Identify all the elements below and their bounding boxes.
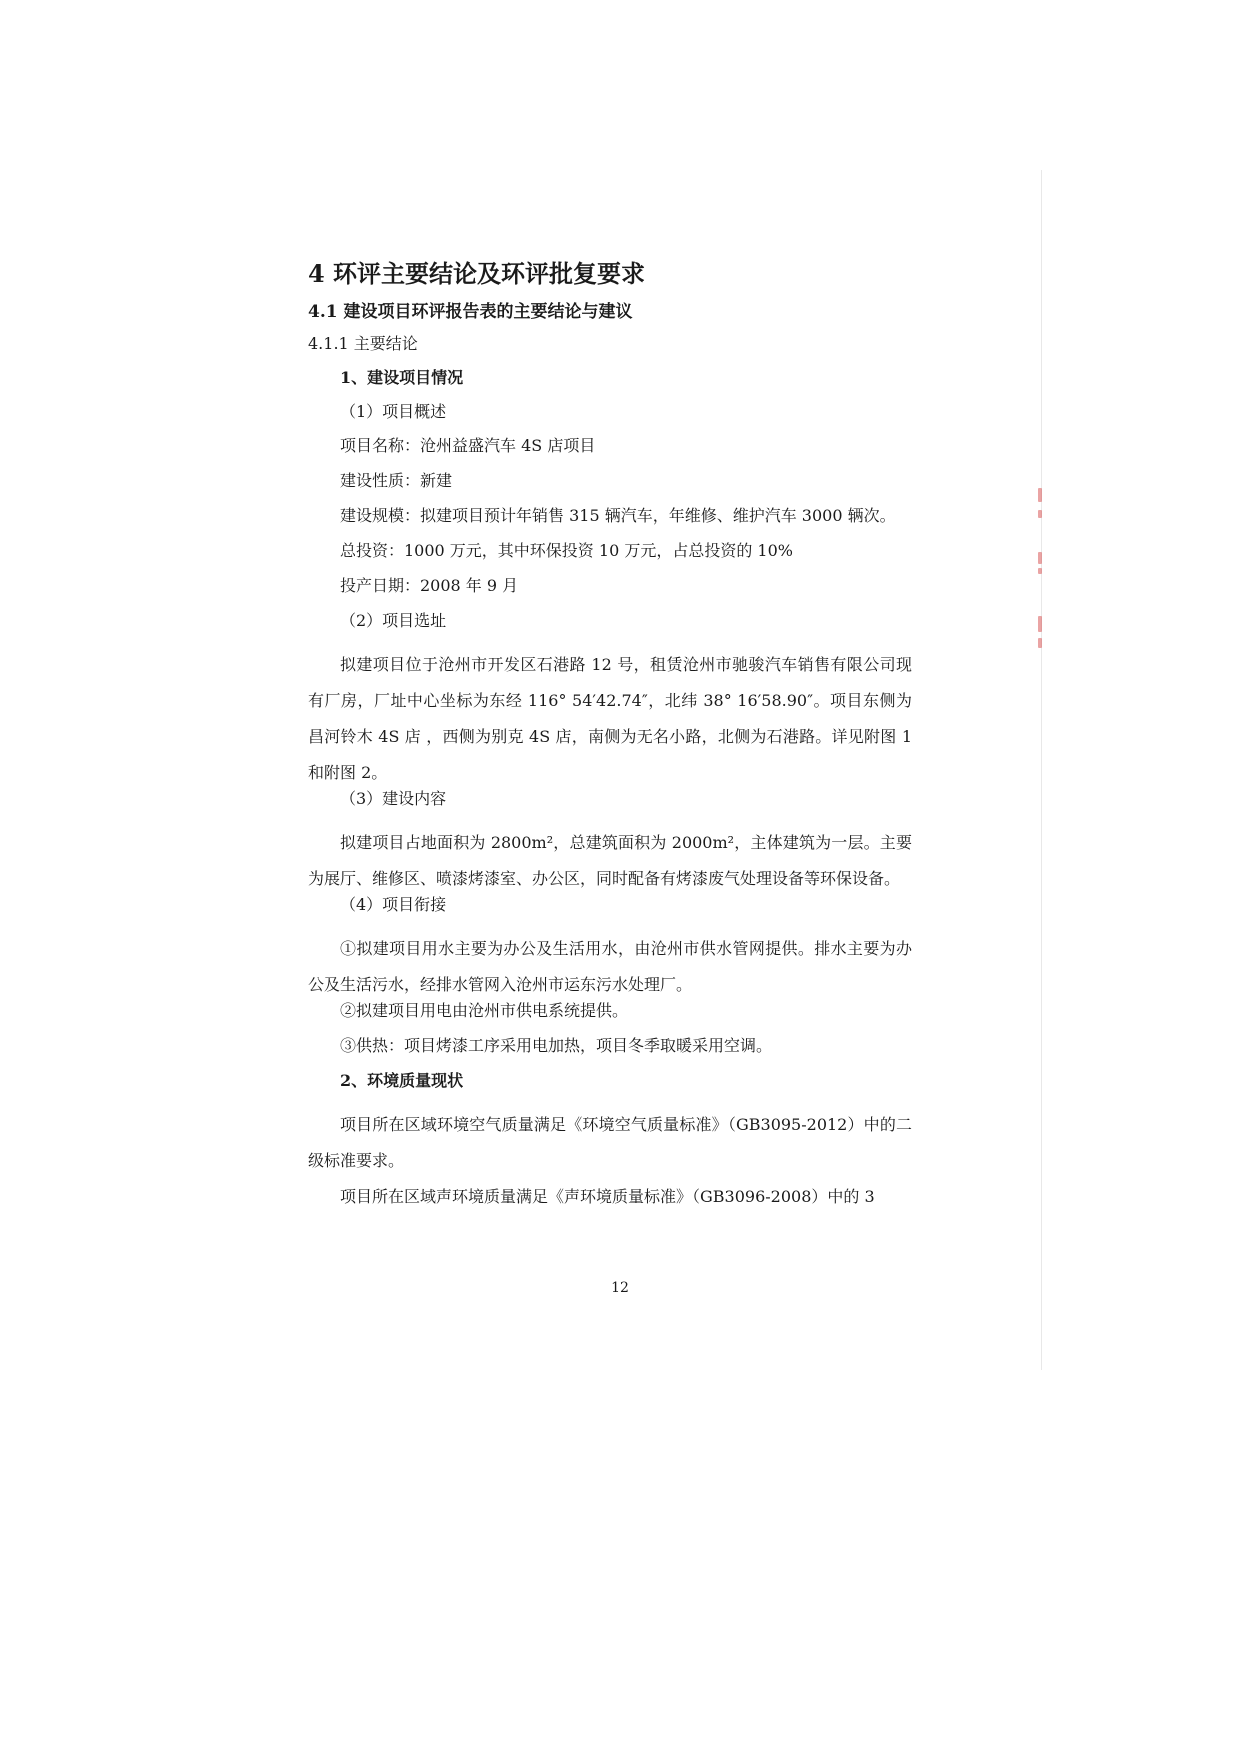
point-heading-project-status: 1、建设项目情况	[340, 368, 464, 387]
page-number: 12	[611, 1280, 629, 1296]
air-quality-paragraph: 项目所在区域环境空气质量满足《环境空气质量标准》（GB3095-2012）中的二级标准要求。	[308, 1115, 912, 1170]
point-heading-environment: 2、环境质量现状	[340, 1071, 464, 1090]
water-supply-paragraph: ①拟建项目用水主要为办公及生活用水，由沧州市供水管网提供。排水主要为办公及生活污水，经排水管网入沧州市运东污水处理厂。	[308, 939, 912, 994]
noise-quality-paragraph: 项目所在区域声环境质量满足《声环境质量标准》（GB3096-2008）中的 3	[340, 1187, 875, 1206]
item-heading-site: （2）项目选址	[340, 611, 447, 630]
project-name-line: 项目名称：沧州益盛汽车 4S 店项目	[340, 436, 596, 455]
content-paragraph: 拟建项目占地面积为 2800m²，总建筑面积为 2000m²，主体建筑为一层。主要为展厅、维修区、喷漆烤漆室、办公区，同时配备有烤漆废气处理设备等环保设备。	[308, 833, 912, 888]
subsection-title: 4.1.1 主要结论	[308, 334, 418, 353]
document-body	[308, 258, 912, 1215]
item-heading-content: （3）建设内容	[340, 789, 447, 808]
seal-edge-fragment	[1035, 488, 1045, 668]
item-heading-connection: （4）项目衔接	[340, 895, 447, 914]
chapter-title: 4 环评主要结论及环评批复要求	[308, 259, 646, 288]
section-title: 4.1 建设项目环评报告表的主要结论与建议	[308, 302, 633, 322]
heating-line: ③供热：项目烤漆工序采用电加热，项目冬季取暖采用空调。	[340, 1036, 773, 1055]
power-supply-line: ②拟建项目用电由沧州市供电系统提供。	[340, 1001, 629, 1020]
construction-scale-line: 建设规模：拟建项目预计年销售 315 辆汽车，年维修、维护汽车 3000 辆次。	[340, 506, 896, 525]
site-paragraph: 拟建项目位于沧州市开发区石港路 12 号，租赁沧州市驰骏汽车销售有限公司现有厂房，厂址中心坐标为东经 116° 54′42.74″，北纬 38° 16′58.90″。项目东侧为昌河铃木 4S 店 ，西侧为别克 4S 店，南侧为无名小路，北侧为石港路。详见附图 1 和附图 2。	[308, 655, 912, 782]
construction-type-line: 建设性质：新建	[340, 471, 453, 490]
item-heading-overview: （1）项目概述	[340, 402, 447, 421]
scan-edge-line	[1041, 170, 1042, 1370]
production-date-line: 投产日期：2008 年 9 月	[340, 576, 519, 595]
total-investment-line: 总投资：1000 万元，其中环保投资 10 万元，占总投资的 10%	[340, 541, 793, 560]
